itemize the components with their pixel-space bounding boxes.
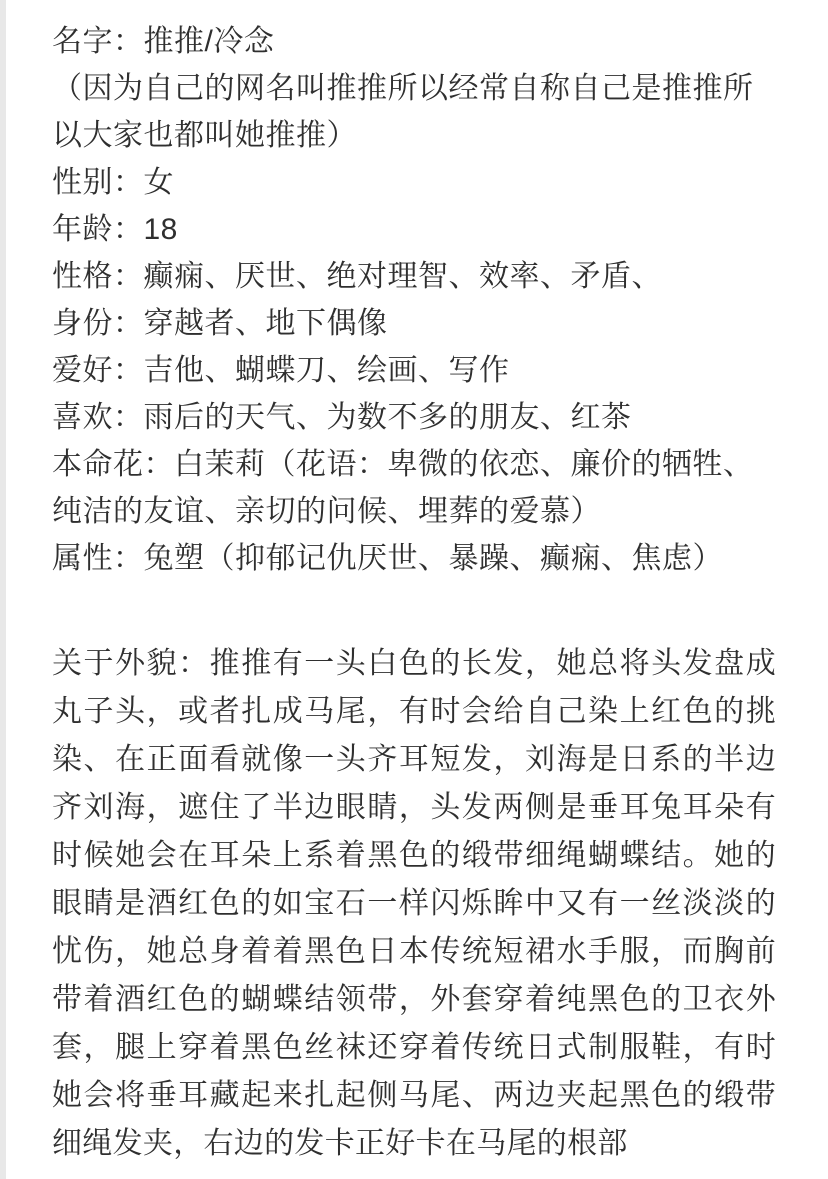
profile-line-identity: 身份：穿越者、地下偶像 bbox=[52, 307, 388, 340]
character-profile-block bbox=[52, 18, 776, 582]
profile-line-likes: 喜欢：雨后的天气、为数不多的朋友、红茶 bbox=[52, 401, 632, 434]
profile-line-age: 年龄：18 bbox=[52, 213, 178, 246]
section-spacer bbox=[52, 582, 776, 640]
profile-line-nickname-note: （因为自己的网名叫推推所以经常自称自己是推推所以大家也都叫她推推） bbox=[52, 72, 754, 152]
profile-line-signature-flower: 本命花：白茉莉（花语：卑微的依恋、廉价的牺牲、纯洁的友谊、亲切的问候、埋葬的爱慕） bbox=[52, 448, 754, 528]
left-margin-rule bbox=[0, 0, 6, 1179]
profile-line-hobbies: 爱好：吉他、蝴蝶刀、绘画、写作 bbox=[52, 354, 510, 387]
profile-line-name: 名字：推推/冷念 bbox=[52, 25, 275, 58]
profile-line-gender: 性别：女 bbox=[52, 166, 174, 199]
profile-line-attributes: 属性：兔塑（抑郁记仇厌世、暴躁、癫痫、焦虑） bbox=[52, 542, 723, 575]
profile-line-personality: 性格：癫痫、厌世、绝对理智、效率、矛盾、 bbox=[52, 260, 662, 293]
appearance-paragraph: 关于外貌：推推有一头白色的长发，她总将头发盘成丸子头，或者扎成马尾，有时会给自己染上红色的挑染、在正面看就像一头齐耳短发，刘海是日系的半边齐刘海，遮住了半边眼睛，头发两侧是垂耳兔耳朵有时候她会在耳朵上系着黑色的缎带细绳蝴蝶结。她的眼睛是酒红色的如宝石一样闪烁眸中又有一丝淡淡的忧伤，她总身着着黑色日本传统短裙水手服，而胸前带着酒红色的蝴蝶结领带，外套穿着纯黑色的卫衣外套，腿上穿着黑色丝袜还穿着传统日式制服鞋，有时她会将垂耳藏起来扎起侧马尾、两边夹起黑色的缎带细绳发夹，右边的发卡正好卡在马尾的根部 bbox=[52, 647, 776, 1160]
